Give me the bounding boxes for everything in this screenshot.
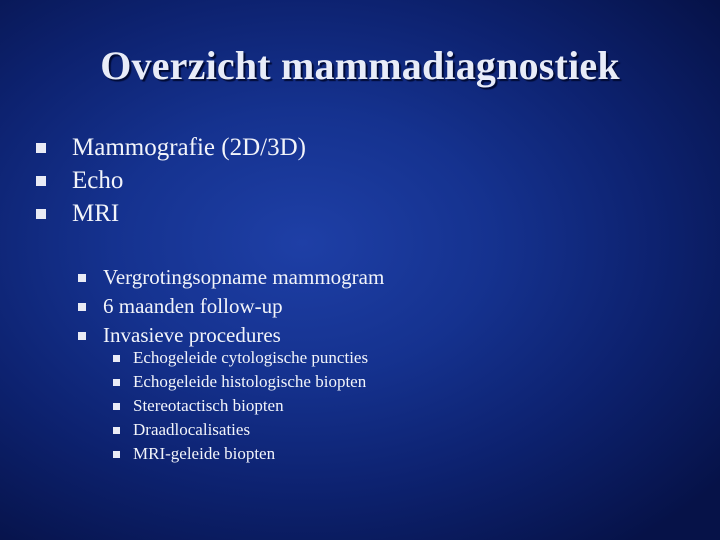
square-bullet-icon	[113, 427, 120, 434]
square-bullet-icon	[113, 403, 120, 410]
list-item-label: Echo	[72, 167, 124, 194]
square-bullet-icon	[36, 143, 46, 153]
list-item-label: Echogeleide cytologische puncties	[133, 348, 369, 367]
slide-title: Overzicht mammadiagnostiek	[100, 43, 620, 88]
list-item-label: Invasieve procedures	[103, 323, 281, 347]
bullet-list-level-1	[36, 131, 306, 230]
list-item	[113, 418, 368, 442]
list-item-label: Stereotactisch biopten	[133, 396, 284, 415]
list-item	[113, 346, 368, 370]
list-item	[36, 131, 306, 164]
bullet-list-level-3	[113, 346, 368, 466]
list-item	[113, 442, 368, 466]
list-item-label: Vergrotingsopname mammogram	[103, 265, 385, 289]
list-item	[113, 370, 368, 394]
list-item-label: Draadlocalisaties	[133, 420, 251, 439]
bullet-list-level-2	[78, 263, 384, 350]
square-bullet-icon	[36, 209, 46, 219]
square-bullet-icon	[113, 379, 120, 386]
square-bullet-icon	[113, 355, 120, 362]
square-bullet-icon	[78, 303, 86, 311]
list-item	[36, 164, 306, 197]
list-item-label: Mammografie (2D/3D)	[72, 134, 306, 161]
square-bullet-icon	[36, 176, 46, 186]
square-bullet-icon	[78, 274, 86, 282]
list-item-label: 6 maanden follow-up	[103, 294, 283, 318]
square-bullet-icon	[78, 332, 86, 340]
list-item-label: MRI-geleide biopten	[133, 444, 276, 463]
list-item	[113, 394, 368, 418]
list-item	[78, 263, 384, 292]
list-item-label: Echogeleide histologische biopten	[133, 372, 367, 391]
list-item	[78, 292, 384, 321]
list-item	[36, 197, 306, 230]
list-item-label: MRI	[72, 200, 120, 227]
square-bullet-icon	[113, 451, 120, 458]
